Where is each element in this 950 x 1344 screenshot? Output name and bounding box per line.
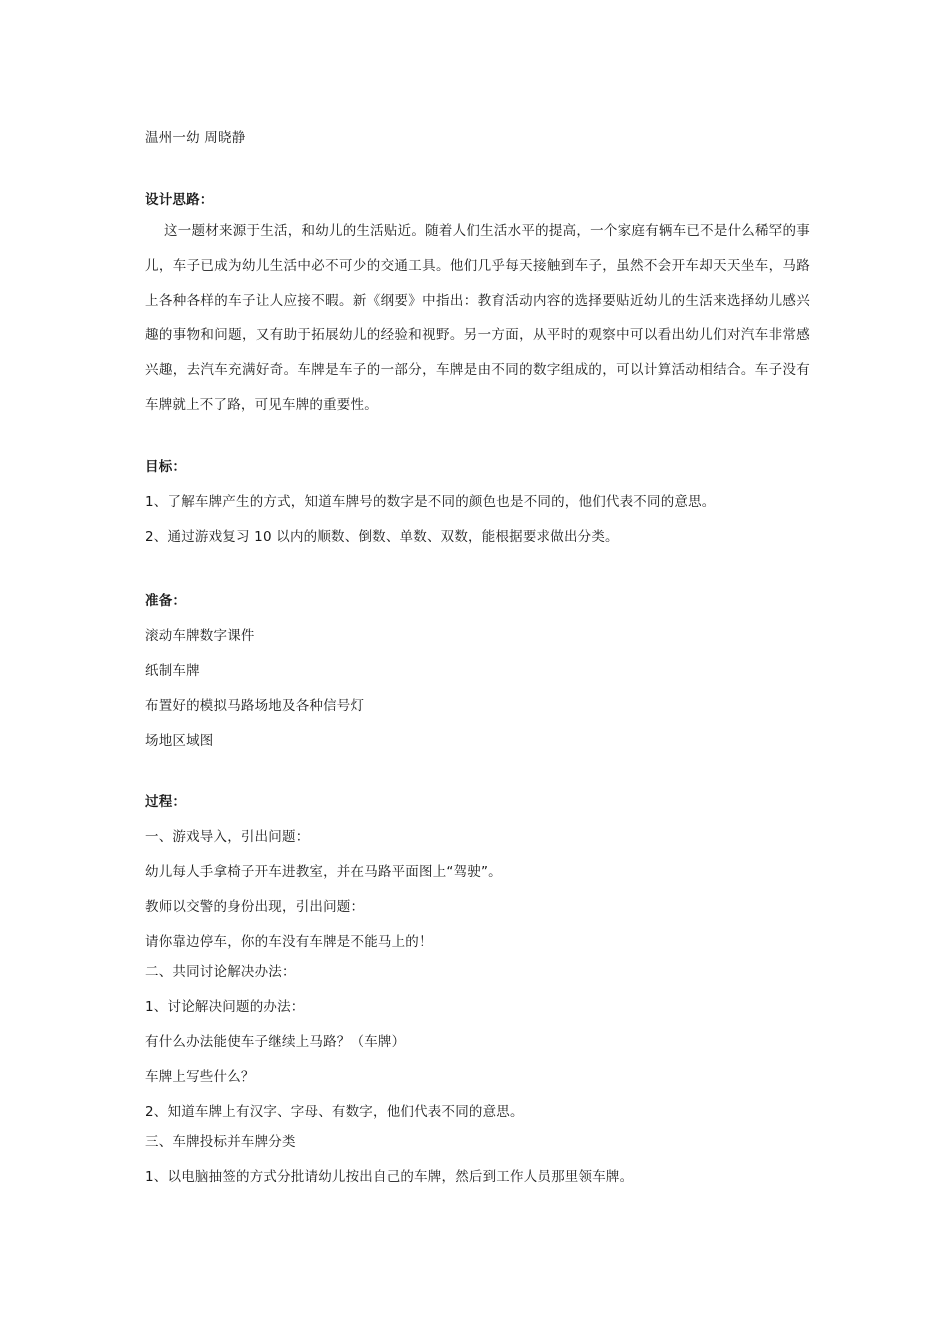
process-item-11: 1、以电脑抽签的方式分批请幼儿按出自己的车牌，然后到工作人员那里领车牌。 [145,1169,634,1185]
preparation-heading: 准备： [145,593,187,609]
process-item-8: 车牌上写些什么？ [145,1069,255,1085]
process-item-6: 1、讨论解决问题的办法： [145,999,305,1015]
design-heading: 设计思路： [145,192,214,208]
process-item-2: 幼儿每人手拿椅子开车进教室，并在马路平面图上“驾驶”。 [145,864,502,880]
preparation-item-3: 布置好的模拟马路场地及各种信号灯 [145,698,365,714]
preparation-item-2: 纸制车牌 [145,663,200,679]
goal-item-2: 2、通过游戏复习 10 以内的顺数、倒数、单数、双数，能根据要求做出分类。 [145,529,619,545]
process-heading: 过程： [145,794,187,810]
process-item-7: 有什么办法能使车子继续上马路？（车牌） [145,1034,406,1050]
goal-item-1: 1、了解车牌产生的方式，知道车牌号的数字是不同的颜色也是不同的，他们代表不同的意思。 [145,494,716,510]
process-item-1: 一、游戏导入，引出问题： [145,829,310,845]
process-item-4: 请你靠边停车，你的车没有车牌是不能马上的！ [145,934,433,950]
process-item-10: 三、车牌投标并车牌分类 [145,1134,296,1150]
process-item-5: 二、共同讨论解决办法： [145,964,296,980]
author-line: 温州一幼 周晓静 [145,130,246,146]
goals-heading: 目标： [145,459,187,475]
preparation-item-4: 场地区域图 [145,733,214,749]
process-item-3: 教师以交警的身份出现，引出问题： [145,899,365,915]
process-item-9: 2、知道车牌上有汉字、字母、有数字，他们代表不同的意思。 [145,1104,524,1120]
design-paragraph: 这一题材来源于生活，和幼儿的生活贴近。随着人们生活水平的提高，一个家庭有辆车已不是什么稀罕的事儿，车子已成为幼儿生活中必不可少的交通工具。他们几乎每天接触到车子，虽然不会开车却天天坐车，马路上各种各样的车子让人应接不暇。新《纲要》中指出：教育活动内容的选择要贴近幼儿的生活来选择幼儿感兴趣的事物和问题，又有助于拓展幼儿的经验和视野。另一方面，从平时的观察中可以看出幼儿们对汽车非常感兴趣，去汽车充满好奇。车牌是车子的一部分，车牌是由不同的数字组成的，可以计算活动相结合。车子没有车牌就上不了路，可见车牌的重要性。 [145,223,810,413]
preparation-item-1: 滚动车牌数字课件 [145,628,255,644]
